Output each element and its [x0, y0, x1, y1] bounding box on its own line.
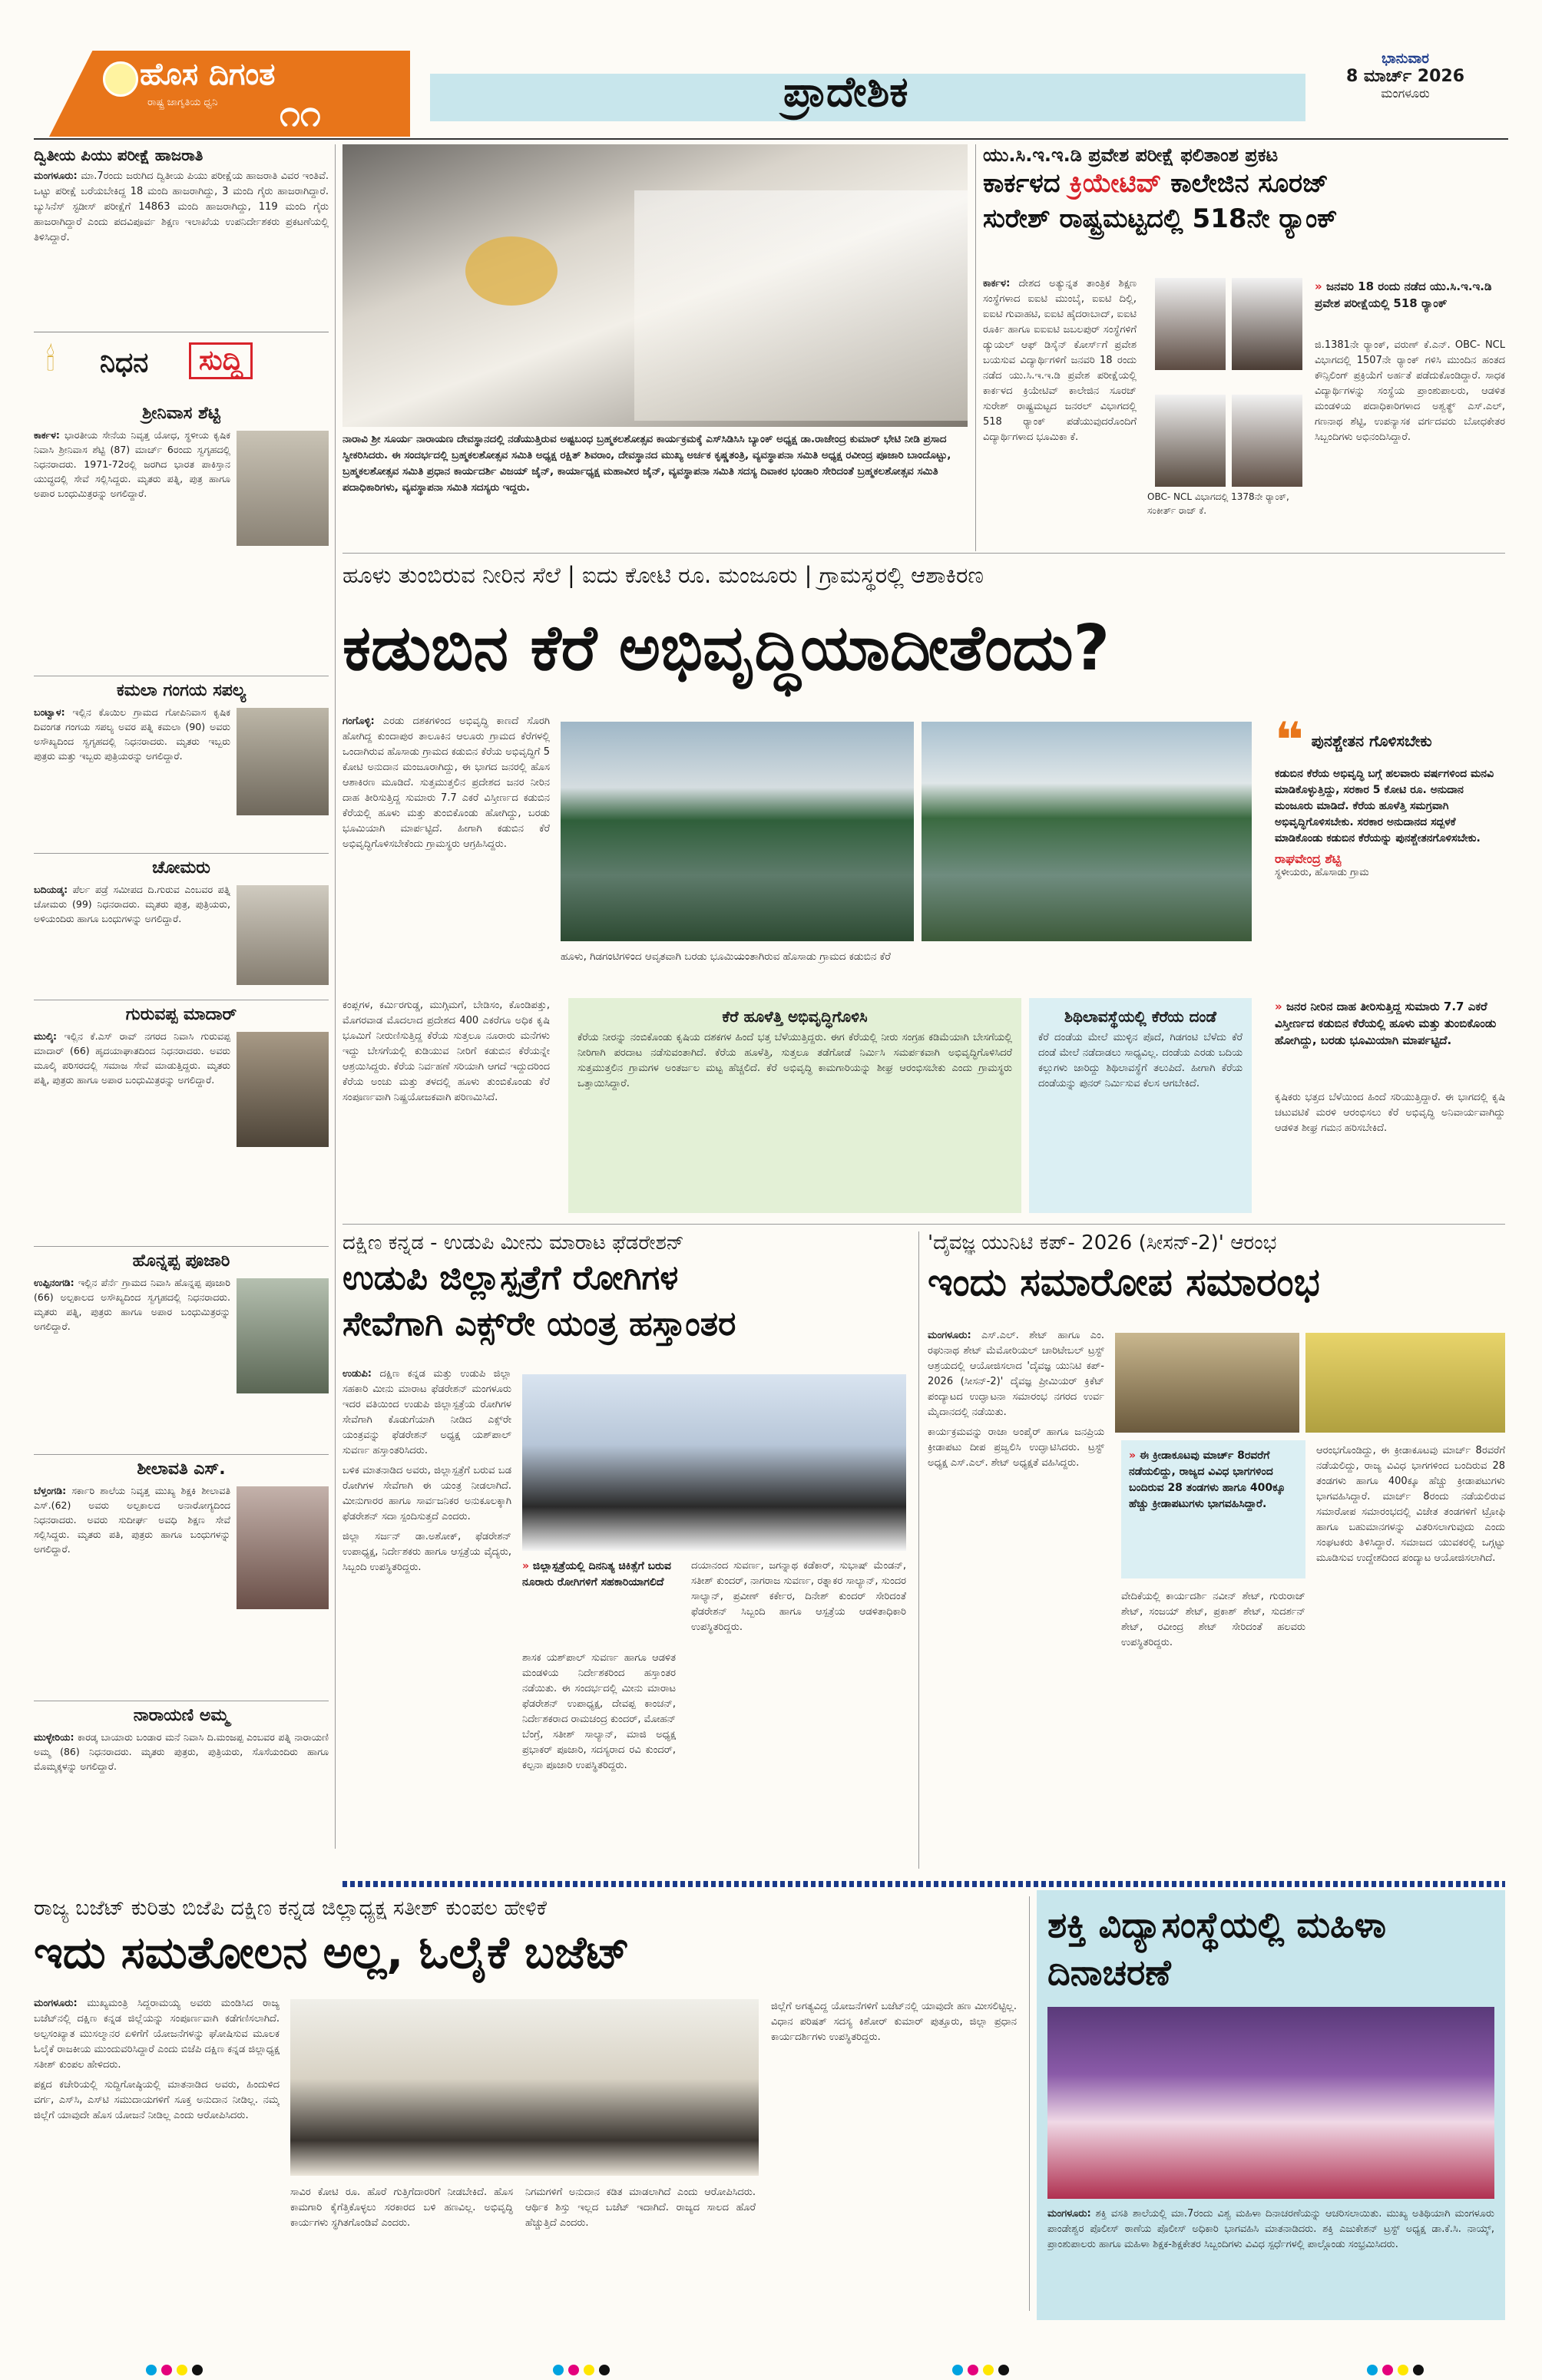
section-title: ಪ್ರಾದೇಶಿಕ [783, 68, 908, 116]
xray-story [342, 1231, 911, 1347]
womens-day-headline: ಶಕ್ತಿ ವಿದ್ಯಾಸಂಸ್ಥೆಯಲ್ಲಿ ಮಹಿಳಾ ದಿನಾಚರಣೆ [1047, 1904, 1386, 1993]
obituary-header-b: ಸುದ್ದಿ [189, 342, 253, 379]
puc-dateline: ಮಂಗಳೂರು: [34, 170, 78, 182]
obituary-photo [237, 1032, 329, 1147]
lake-photo-right [922, 722, 1252, 941]
uci-headline: ಕಾರ್ಕಳದ ಕ್ರಿಯೇಟಿವ್ ಕಾಲೇಜಿನ ಸೂರಜ್ [983, 168, 1329, 199]
xray-photo [522, 1374, 906, 1551]
temple-caption: ನಾರಾವಿ ಶ್ರೀ ಸೂರ್ಯ ನಾರಾಯಣ ದೇವಸ್ಥಾನದಲ್ಲಿ ನಡೆಯುತ್ತಿರುವ ಅಷ್ಟಬಂಧ ಬ್ರಹ್ಮಕಲಶೋತ್ಸವ ಕಾರ್ಯಕ್ರಮಕ್ಕೆ ಎಸ್‌ಸಿಡಿಸಿಸಿ ಬ್ಯಾಂಕ್ ಅಧ್ಯಕ್ಷ ಡಾ.ರಾಜೇಂದ್ರ ಕುಮಾರ್ ಭೇಟಿ ನೀಡಿ ಪ್ರಸಾದ ಸ್ವೀಕರಿಸಿದರು. ಈ ಸಂದರ್ಭದಲ್ಲಿ ಬ್ರಹ್ಮಕಲಶೋತ್ಸವ ಸಮಿತಿ ಅಧ್ಯಕ್ಷ ರಕ್ಷಿತ್ ಶಿವರಾಂ, ದೇವಸ್ಥಾನದ ಮುಖ್ಯ ಅರ್ಚಕ ಕೃಷ್ಣತಂತ್ರಿ, ವ್ಯವಸ್ಥಾಪನಾ ಸಮಿತಿ ಅಧ್ಯಕ್ಷ ರವೀಂದ್ರ ಪೂಜಾರಿ ಬಾಂದೊಟ್ಟು, ಬ್ರಹ್ಮಕಲಶೋತ್ಸವ ಸಮಿತಿ ಪ್ರಧಾನ ಕಾರ್ಯದರ್ಶಿ ವಿಜಯ್ ಜೈನ್, ಕಾರ್ಯಾಧ್ಯಕ್ಷ ಮಹಾವೀರ ಜೈನ್, ವ್ಯವಸ್ಥಾಪನಾ ಸಮಿತಿ ಸದಸ್ಯ ದಿವಾಕರ ಭಂಡಾರಿ ಸೇರಿದಂತೆ ಬ್ರಹ್ಮಕಲಶೋತ್ಸವ ಸಮಿತಿ ಪದಾಧಿಕಾರಿಗಳು, ವ್ಯವಸ್ಥಾಪನಾ ಸಮಿತಿ ಸದಸ್ಯರು ಇದ್ದರು. [342, 433, 951, 494]
cup-story [928, 1231, 1505, 1309]
xray-body-1: ಉಡುಪಿ: ದಕ್ಷಿಣ ಕನ್ನಡ ಮತ್ತು ಉಡುಪಿ ಜಿಲ್ಲಾ ಸಹಕಾರಿ ಮೀನು ಮಾರಾಟ ಫೆಡರೇಶನ್ ಮಂಗಳೂರು ಇದರ ವತಿಯಿಂದ ಉಡುಪಿ ಜಿಲ್ಲಾಸ್ಪತ್ರೆಯ ರೋಗಿಗಳ ಸೇವೆಗಾಗಿ ಕೊಡುಗೆಯಾಗಿ ನೀಡಿದ ಎಕ್ಸ್‌ರೇ ಯಂತ್ರವನ್ನು ಫೆಡರೇಶನ್ ಅಧ್ಯಕ್ಷ ಯಶ್‌ಪಾಲ್ ಸುವರ್ಣ ಹಸ್ತಾಂತರಿಸಿದರು. ಬಳಿಕ ಮಾತನಾಡಿದ ಅವರು, ಜಿಲ್ಲಾಸ್ಪತ್ರೆಗೆ ಬರುವ ಬಡ ರೋಗಿಗಳ ಸೇವೆಗಾಗಿ ಈ ಯಂತ್ರ ನೀಡಲಾಗಿದೆ. ಮೀನುಗಾರರ ಹಾಗೂ ಸಾರ್ವಜನಿಕರ ಅನುಕೂಲಕ್ಕಾಗಿ ಫೆಡರೇಶನ್ ಸದಾ ಸ್ಪಂದಿಸುತ್ತದೆ ಎಂದರು. ಜಿಲ್ಲಾ ಸರ್ಜನ್ ಡಾ.ಅಶೋಕ್, ಫೆಡರೇಶನ್ ಉಪಾಧ್ಯಕ್ಷ, ನಿರ್ದೇಶಕರು ಹಾಗೂ ಆಸ್ಪತ್ರೆಯ ವೈದ್ಯರು, ಸಿಬ್ಬಂದಿ ಉಪಸ್ಥಿತರಿದ್ದರು. [342, 1368, 511, 1573]
registration-marks-left [146, 2365, 203, 2375]
temple-photo [342, 144, 968, 427]
page-number: ೧೧ [280, 92, 321, 135]
cup-kicker: 'ದೈವಜ್ಞ ಯುನಿಟಿ ಕಪ್- 2026 (ಸೀಸನ್-2)' ಆರಂಭ [928, 1231, 1277, 1254]
obituary-entry: ನಾರಾಯಣಿ ಅಮ್ಮ ಮುಳ್ಳೇರಿಯ: ಕಾರಡ್ಕ ಬಾಯಾರು ಬಂಡಾರ ಮನೆ ನಿವಾಸಿ ದಿ.ಮಂಜಪ್ಪ ಎಂಬವರ ಪತ್ನಿ ನಾರಾಯಣಿ ಅಮ್ಮ (86) ನಿಧನರಾದರು. ಮೃತರು ಪುತ್ರರು, ಪುತ್ರಿಯರು, ಸೊಸೆಯಂದಿರು ಹಾಗೂ ಮೊಮ್ಮಕ್ಕಳನ್ನು ಅಗಲಿದ್ದಾರೆ. [34, 1701, 329, 1870]
lake-box-2: ಶಿಥಿಲಾವಸ್ಥೆಯಲ್ಲಿ ಕೆರೆಯ ದಂಡೆ ಕೆರೆ ದಂಡೆಯ ಮೇಲೆ ಮುಳ್ಳಿನ ಪೊದೆ, ಗಿಡಗಂಟಿ ಬೆಳೆದು ಕೆರೆ ದಂಡೆ ಮೇಲೆ ನಡೆದಾಡಲು ಸಾಧ್ಯವಿಲ್ಲ. ದಂಡೆಯ ಎರಡು ಬದಿಯ ಕಲ್ಲುಗಳು ಜಾರಿದ್ದು ಶಿಥಿಲಾವಸ್ಥೆಗೆ ತಲುಪಿದೆ. ಹೀಗಾಗಿ ಕೆರೆಯ ದಂಡೆಯನ್ನು ಪುನರ್ ನಿರ್ಮಿಸುವ ಕೆಲಸ ಆಗಬೇಕಿದೆ. [1029, 998, 1252, 1213]
budget-story [34, 1896, 1024, 1984]
lake-photo-left [561, 722, 914, 941]
cup-headline: ಇಂದು ಸಮಾರೋಪ ಸಮಾರಂಭ [928, 1260, 1320, 1304]
obituary-entry: ಕಮಲಾ ಗಂಗಯ ಸಪಲ್ಯ ಬಂಟ್ವಾಳ: ಇಲ್ಲಿನ ಕೊಯಿಲ ಗ್ರಾಮದ ಗೋಪಿನಿವಾಸ ಕೃಷಿಕ ದಿವಂಗತ ಗಂಗಯ ಸಪಲ್ಯ ಅವರ ಪತ್ನಿ ಕಮಲಾ (90) ಅವರು ಅಸೌಖ್ಯದಿಂದ ಸ್ವಗೃಹದಲ್ಲಿ ನಿಧನರಾದರು. ಮೃತರು ಇಬ್ಬರು ಪುತ್ರರು ಮತ್ತು ಇಬ್ಬರು ಪುತ್ರಿಯರನ್ನು ಅಗಲಿದ್ದಾರೆ. [34, 676, 329, 853]
budget-body-1: ಮಂಗಳೂರು: ಮುಖ್ಯಮಂತ್ರಿ ಸಿದ್ದರಾಮಯ್ಯ ಅವರು ಮಂಡಿಸಿದ ರಾಜ್ಯ ಬಜೆಟ್‌ನಲ್ಲಿ ದಕ್ಷಿಣ ಕನ್ನಡ ಜಿಲ್ಲೆಯನ್ನು ಸಂಪೂರ್ಣವಾಗಿ ಕಡೆಗಣಿಸಲಾಗಿದೆ. ಅಲ್ಪಸಂಖ್ಯಾತ ಮುಸಲ್ಮಾನರ ಏಳಿಗೆಗೆ ಯೋಜನೆಗಳನ್ನು ಘೋಷಿಸುವ ಮೂಲಕ ಓಲೈಕೆ ರಾಜಕೀಯ ಮುಂದುವರಿಸಿದ್ದಾರೆ ಎಂದು ಬಿಜೆಪಿ ದಕ್ಷಿಣ ಕನ್ನಡ ಜಿಲ್ಲಾಧ್ಯಕ್ಷ ಸತೀಶ್ ಕುಂಪಲ ಹೇಳಿದರು. ಪಕ್ಷದ ಕಚೇರಿಯಲ್ಲಿ ಸುದ್ದಿಗೋಷ್ಠಿಯಲ್ಲಿ ಮಾತನಾಡಿದ ಅವರು, ಹಿಂದುಳಿದ ವರ್ಗ, ಎಸ್‌ಸಿ, ಎಸ್‌ಟಿ ಸಮುದಾಯಗಳಿಗೆ ಸೂಕ್ತ ಅನುದಾನ ನೀಡಿಲ್ಲ. ನಮ್ಮ ಜಿಲ್ಲೆಗೆ ಯಾವುದೇ ಹೊಸ ಯೋಜನೆ ನೀಡಿಲ್ಲ ಎಂದು ಆರೋಪಿಸಿದರು. [34, 1998, 280, 2121]
budget-body-3: ಸಾವಿರ ಕೋಟಿ ರೂ. ಹೊರೆ ಗುತ್ತಿಗೆದಾರರಿಗೆ ನೀಡಬೇಕಿದೆ. ಹೊಸ ಕಾಮಗಾರಿ ಕೈಗೆತ್ತಿಕೊಳ್ಳಲು ಸರಕಾರದ ಬಳಿ ಹಣವಿಲ್ಲ. ಅಭಿವೃದ್ಧಿ ಕಾರ್ಯಗಳು ಸ್ಥಗಿತಗೊಂಡಿವೆ ಎಂದರು. [290, 2187, 513, 2229]
date-block [1313, 51, 1497, 101]
quote-icon: ❝ [1275, 712, 1304, 769]
xray-kicker: ದಕ್ಷಿಣ ಕನ್ನಡ - ಉಡುಪಿ ಮೀನು ಮಾರಾಟ ಫೆಡರೇಶನ್ [342, 1231, 684, 1254]
day: ಭಾನುವಾರ [1382, 51, 1429, 67]
budget-kicker: ರಾಜ್ಯ ಬಜೆಟ್ ಕುರಿತು ಬಿಜೆಪಿ ದಕ್ಷಿಣ ಕನ್ನಡ ಜಿಲ್ಲಾಧ್ಯಕ್ಷ ಸತೀಶ್ ಕುಂಪಲ ಹೇಳಿಕೆ [34, 1896, 548, 1920]
obituary-photo [237, 1278, 329, 1393]
lake-quote-text: ಕಡುಬಿನ ಕೆರೆಯ ಅಭಿವೃದ್ಧಿ ಬಗ್ಗೆ ಹಲವಾರು ವರ್ಷಗಳಿಂದ ಮನವಿ ಮಾಡಿಕೊಳ್ಳುತ್ತಿದ್ದು, ಸರಕಾರ 5 ಕೋಟಿ ರೂ. ಅನುದಾನ ಮಂಜೂರು ಮಾಡಿದೆ. ಕೆರೆಯ ಹೂಳೆತ್ತಿ ಸಮಗ್ರವಾಗಿ ಅಭಿವೃದ್ಧಿಗೊಳಿಸಬೇಕು. ಸರಕಾರ ಅನುದಾನದ ಸದ್ಬಳಕೆ ಮಾಡಿಕೊಂಡು ಕಡುಬಿನ ಕೆರೆಯನ್ನು ಪುನಶ್ಚೇತನಗೊಳಿಸಬೇಕು. [1275, 768, 1494, 845]
lake-body-2: ಕಂಪ್ಲಗಳ, ಕರ್ಮಿರಗುಡ್ಡ, ಮುಗ್ಗಿಮಗೆ, ಬೇಡಿಸಂ, ಕೊಂಡಿಪತ್ತು, ಮೊಗರವಾಡ ಮೊದಲಾದ ಪ್ರದೇಶದ 400 ಎಕರೆಗೂ ಅಧಿಕ ಕೃಷಿ ಭೂಮಿಗೆ ನೀರುಣಿಸುತ್ತಿದ್ದ ಕೆರೆಯ ಸುತ್ತಲೂ ನೂರಾರು ಮನೆಗಳು ಇದ್ದು ಬೇಸಗೆಯಲ್ಲಿ ಕುಡಿಯುವ ನೀರಿಗೆ ಕಡುಬಿನ ಕೆರೆಯನ್ನೇ ಆಶ್ರಯಿಸಿದ್ದರು. ಕೆರೆಯ ನಿರ್ವಹಣೆ ಸರಿಯಾಗಿ ಆಗದೆ ಇದ್ದುದರಿಂದ ಕೆರೆಯ ಅಂಚು ಮತ್ತು ತಳದಲ್ಲಿ ಹೂಳು ತುಂಬಿಕೊಂಡು ಕೆರೆ ಸಂಪೂರ್ಣವಾಗಿ ನಿಷ್ಪ್ರಯೋಜಕವಾಗಿ ಪರಿಣಮಿಸಿದೆ. [342, 1000, 550, 1103]
registration-marks-center [553, 2365, 610, 2375]
uci-highlight-box: » ಜನವರಿ 18 ರಂದು ನಡೆದ ಯು.ಸಿ.ಇ.ಇ.ಡಿ ಪ್ರವೇಶ ಪರೀಕ್ಷೆಯಲ್ಲಿ 518 ರ‍್ಯಾಂಕ್ [1315, 279, 1492, 310]
budget-headline: ಇದು ಸಮತೋಲನ ಅಲ್ಲ, ಓಲೈಕೆ ಬಜೆಟ್ [34, 1926, 630, 1978]
uci-side-text: ಜಿ.1381ನೇ ರ‍್ಯಾಂಕ್, ವರುಣ್ ಕೆ.ಎನ್. OBC- NCL ವಿಭಾಗದಲ್ಲಿ 1507ನೇ ರ‍್ಯಾಂಕ್ ಗಳಿಸಿ ಮುಂದಿನ ಹಂತದ ಕೌನ್ಸಿಲಿಂಗ್ ಪ್ರಕ್ರಿಯೆಗೆ ಅರ್ಹತೆ ಪಡೆದುಕೊಂಡಿದ್ದಾರೆ. ಸಾಧಕ ವಿದ್ಯಾರ್ಥಿಗಳನ್ನು ಸಂಸ್ಥೆಯ ಪ್ರಾಂಶುಪಾಲರು, ಆಡಳಿತ ಮಂಡಳಿಯ ಪದಾಧಿಕಾರಿಗಳಾದ ಅಶ್ವತ್ಥ್ ಎಸ್.ಎಲ್, ಗಣನಾಥ ಶೆಟ್ಟಿ, ಉಪನ್ಯಾಸಕ ವರ್ಗದವರು ಬೋಧಕೇತರ ಸಿಬ್ಬಂದಿಗಳು ಅಭಿನಂದಿಸಿದ್ದಾರೆ. [1315, 339, 1505, 443]
lake-box-1: ಕೆರೆ ಹೂಳೆತ್ತಿ ಅಭಿವೃದ್ಧಿಗೊಳಿಸಿ ಕೆರೆಯ ನೀರನ್ನು ನಂಬಿಕೊಂಡು ಕೃಷಿಯ ದಶಕಗಳ ಹಿಂದೆ ಭತ್ತ ಬೆಳೆಯುತ್ತಿದ್ದರು. ಈಗ ಕೆರೆಯಲ್ಲಿ ನೀರು ಸಂಗ್ರಹ ಕಡಿಮೆಯಾಗಿ ಬೇಸಗೆಯಲ್ಲಿ ನೀರಿಗಾಗಿ ಪರದಾಟ ನಡೆಸುವಂತಾಗಿದೆ. ಕೆರೆಯ ಹೂಳೆತ್ತಿ, ಸುತ್ತಲೂ ತಡೆಗೋಡೆ ನಿರ್ಮಿಸಿ ಸಮರ್ಪಕವಾಗಿ ಅಭಿವೃದ್ಧಿಗೊಳಿಸಿದರೆ ಸುತ್ತಮುತ್ತಲಿನ ಗ್ರಾಮಗಳ ಅಂತರ್ಜಲ ಮಟ್ಟ ಹೆಚ್ಚಲಿದೆ. ಕೆರೆ ಅಭಿವೃದ್ಧಿ ಕಾಮಗಾರಿಯನ್ನು ಶೀಘ್ರ ಆರಂಭಿಸಬೇಕು ಎಂದು ಗ್ರಾಮಸ್ಥರು ಒತ್ತಾಯಿಸಿದ್ದಾರೆ. [568, 998, 1021, 1213]
uci-photo-caption: OBC- NCL ವಿಭಾಗದಲ್ಲಿ 1378ನೇ ರ‍್ಯಾಂಕ್, ಸಂಕೀರ್ತ್ ರಾಜ್ ಕೆ. [1147, 491, 1289, 516]
lake-right-text: ಕೃಷಿಕರು ಭತ್ತದ ಬೆಳೆಯಿಂದ ಹಿಂದೆ ಸರಿಯುತ್ತಿದ್ದಾರೆ. ಈ ಭಾಗದಲ್ಲಿ ಕೃಷಿ ಚಟುವಟಿಕೆ ಮರಳಿ ಆರಂಭಿಸಲು ಕೆರೆ ಅಭಿವೃದ್ಧಿ ಅನಿವಾರ್ಯವಾಗಿದ್ದು ಆಡಳಿತ ಶೀಘ್ರ ಗಮನ ಹರಿಸಬೇಕಿದೆ. [1275, 1092, 1505, 1134]
section-divider [342, 1881, 1505, 1887]
lake-photo-caption: ಹೂಳು, ಗಿಡಗಂಟಿಗಳಿಂದ ಆವೃತವಾಗಿ ಬರಡು ಭೂಮಿಯಂತಾಗಿರುವ ಹೊಸಾಡು ಗ್ರಾಮದ ಕಡುಬಿನ ಕೆರೆ [561, 950, 891, 963]
womens-day-text: ಮಂಗಳೂರು: ಶಕ್ತಿ ವಸತಿ ಶಾಲೆಯಲ್ಲಿ ಮಾ.7ರಂದು ವಿಶ್ವ ಮಹಿಳಾ ದಿನಾಚರಣೆಯನ್ನು ಆಚರಿಸಲಾಯಿತು. ಮುಖ್ಯ ಅತಿಥಿಯಾಗಿ ಮಂಗಳೂರು ಪಾಂಡೇಶ್ವರ ಪೊಲೀಸ್ ಠಾಣೆಯ ಪೊಲೀಸ್ ಅಧಿಕಾರಿ ಭಾಗವಹಿಸಿ ಮಾತನಾಡಿದರು. ಶಕ್ತಿ ಎಜುಕೇಶನ್ ಟ್ರಸ್ಟ್ ಅಧ್ಯಕ್ಷ ಡಾ.ಕೆ.ಸಿ. ನಾಯ್ಕ್, ಪ್ರಾಂಶುಪಾಲರು ಹಾಗೂ ಮಹಿಳಾ ಶಿಕ್ಷಕ-ಶಿಕ್ಷಕೇತರ ಸಿಬ್ಬಂದಿಗಳು ವಿವಿಧ ಸ್ಪರ್ಧೆಗಳಲ್ಲಿ ಪಾಲ್ಗೊಂಡು ಸಂಭ್ರಮಿಸಿದರು. [1047, 2208, 1494, 2250]
obituary-entry: ಶೀಲಾವತಿ ಎಸ್. ಬೆಳ್ತಂಗಡಿ: ಸರ್ಕಾರಿ ಶಾಲೆಯ ನಿವೃತ್ತ ಮುಖ್ಯ ಶಿಕ್ಷಕಿ ಶೀಲಾವತಿ ಎಸ್.(62) ಅವರು ಅಲ್ಪಕಾಲದ ಅನಾರೋಗ್ಯದಿಂದ ನಿಧನರಾದರು. ಅವರು ಸುದೀರ್ಘ ಅವಧಿ ಶಿಕ್ಷಣ ಸೇವೆ ಸಲ್ಲಿಸಿದ್ದರು. ಮೃತರು ಪತಿ, ಪುತ್ರರು ಹಾಗೂ ಬಂಧುಗಳನ್ನು ಅಗಲಿದ್ದಾರೆ. [34, 1454, 329, 1701]
student-photo [1155, 278, 1226, 370]
student-photo [1232, 278, 1302, 370]
registration-marks-right [952, 2365, 1009, 2375]
obituary-photo [237, 885, 329, 985]
masthead-rule [34, 138, 1508, 140]
cup-body-4: ಆರಂಭಗೊಂಡಿದ್ದು, ಈ ಕ್ರೀಡಾಕೂಟವು ಮಾರ್ಚ್ 8ರವರೆಗೆ ನಡೆಯಲಿದ್ದು, ರಾಜ್ಯ ವಿವಿಧ ಭಾಗಗಳಿಂದ ಬಂದಿರುವ 28 ತಂಡಗಳು ಹಾಗೂ 400ಕ್ಕೂ ಹೆಚ್ಚು ಕ್ರೀಡಾಪಟುಗಳು ಭಾಗವಹಿಸಿದ್ದಾರೆ. ಮಾರ್ಚ್ 8ರಂದು ನಡೆಯಲಿರುವ ಸಮಾರೋಪ ಸಮಾರಂಭದಲ್ಲಿ ವಿಜೇತ ತಂಡಗಳಿಗೆ ಟ್ರೋಫಿ ಹಾಗೂ ಬಹುಮಾನಗಳನ್ನು ವಿತರಿಸಲಾಗುವುದು ಎಂದು ಸಂಘಟಕರು ತಿಳಿಸಿದ್ದಾರೆ. ಸಮಾಜದ ಯುವಕರಲ್ಲಿ ಒಗ್ಗಟ್ಟು ಮೂಡಿಸುವ ಉದ್ದೇಶದಿಂದ ಪಂದ್ಯಾಟ ಆಯೋಜಿಸಲಾಗಿದೆ. [1316, 1445, 1505, 1564]
lake-quote-role: ಸ್ಥಳೀಯರು, ಹೊಸಾಡು ಗ್ರಾಮ [1275, 867, 1369, 878]
paper-tagline: ರಾಷ್ಟ್ರ ಜಾಗೃತಿಯ ಧ್ವನಿ [147, 97, 218, 108]
uci-kicker: ಯು.ಸಿ.ಇ.ಇ.ಡಿ ಪ್ರವೇಶ ಪರೀಕ್ಷೆ ಫಲಿತಾಂಶ ಪ್ರಕಟ [983, 144, 1279, 166]
obituary-photo [237, 431, 329, 546]
arrow-icon: » [1275, 1000, 1282, 1013]
date: 8 ಮಾರ್ಚ್ 2026 [1345, 67, 1465, 86]
budget-photo [290, 1999, 759, 2176]
student-photo [1232, 395, 1302, 487]
uci-body: ಕಾರ್ಕಳ: ದೇಶದ ಅತ್ಯುನ್ನತ ತಾಂತ್ರಿಕ ಶಿಕ್ಷಣ ಸಂಸ್ಥೆಗಳಾದ ಐಐಟಿ ಮುಂಬೈ, ಐಐಟಿ ದಿಲ್ಲಿ, ಐಐಟಿ ಗುವಾಹಟಿ, ಐಐಟಿ ಹೈದರಾಬಾದ್, ಐಐಟಿ ರೂರ್ಕಿ ಹಾಗೂ ಐಐಐಟಿ ಜಬಲಪುರ್ ಸಂಸ್ಥೆಗಳಿಗೆ ಡ್ಯುಯಲ್ ಆಫ್ ಡಿಸೈನ್ ಕೋರ್ಸ್‌ಗೆ ಪ್ರವೇಶ ಬಯಸುವ ವಿದ್ಯಾರ್ಥಿಗಳಿಗೆ ಜನವರಿ 18 ರಂದು ನಡೆದ ಯು.ಸಿ.ಇ.ಇ.ಡಿ ಪ್ರವೇಶ ಪರೀಕ್ಷೆಯಲ್ಲಿ ಕಾರ್ಕಳದ ಕ್ರಿಯೇಟಿವ್ ಕಾಲೇಜಿನ ಸೂರಜ್ ಸುರೇಶ್ ರಾಷ್ಟ್ರಮಟ್ಟದ ಜನರಲ್ ವಿಭಾಗದಲ್ಲಿ 518 ರ‍್ಯಾಂಕ್ ಪಡೆಯುವುದರೊಂದಿಗೆ ವಿದ್ಯಾರ್ಥಿಗಳಾದ ಭೂಮಿಕಾ ಕೆ. [983, 278, 1137, 443]
cup-highlight: » ಈ ಕ್ರೀಡಾಕೂಟವು ಮಾರ್ಚ್ 8ರವರೆಗೆ ನಡೆಯಲಿದ್ದು, ರಾಜ್ಯದ ವಿವಿಧ ಭಾಗಗಳಿಂದ ಬಂದಿರುವ 28 ತಂಡಗಳು ಹಾಗೂ 400ಕ್ಕೂ ಹೆಚ್ಚು ಕ್ರೀಡಾಪಟುಗಳು ಭಾಗವಹಿಸಿದ್ದಾರೆ. [1121, 1440, 1305, 1578]
obituary-photo [237, 1486, 329, 1609]
obituary-entry: ಶ್ರೀನಿವಾಸ ಶೆಟ್ಟಿ ಕಾರ್ಕಳ: ಭಾರತೀಯ ಸೇನೆಯ ನಿವೃತ್ತ ಯೋಧ, ಸ್ಥಳೀಯ ಕೃಷಿಕ ನಿವಾಸಿ ಶ್ರೀನಿವಾಸ ಶೆಟ್ಟಿ (87) ಮಾರ್ಚ್ 6ರಂದು ಸ್ವಗೃಹದಲ್ಲಿ ನಿಧನರಾದರು. 1971-72ರಲ್ಲಿ ಜರಗಿದ ಭಾರತ ಪಾಕಿಸ್ತಾನ ಯುದ್ಧದಲ್ಲಿ ಸೇವೆ ಸಲ್ಲಿಸಿದ್ದರು. ಮೃತರು ಪತ್ನಿ, ಪುತ್ರ ಹಾಗೂ ಅಪಾರ ಬಂಧುಮಿತ್ರರನ್ನು ಅಗಲಿದ್ದಾರೆ. [34, 399, 329, 676]
arrow-icon: » [1315, 279, 1322, 293]
xray-body-4: ಶಾಸಕ ಯಶ್‌ಪಾಲ್ ಸುವರ್ಣ ಹಾಗೂ ಆಡಳಿತ ಮಂಡಳಿಯ ನಿರ್ದೇಶಕರಿಂದ ಹಸ್ತಾಂತರ ನಡೆಯಿತು. ಈ ಸಂದರ್ಭದಲ್ಲಿ ಮೀನು ಮಾರಾಟ ಫೆಡರೇಶನ್ ಉಪಾಧ್ಯಕ್ಷ, ದೇವಪ್ಪ ಕಾಂಚನ್, ನಿರ್ದೇಶಕರಾದ ರಾಮಚಂದ್ರ ಕುಂದರ್, ಮೋಹನ್ ಬೆಂಗ್ರೆ, ಸತೀಶ್ ಸಾಲ್ಯಾನ್, ಮಾಜಿ ಅಧ್ಯಕ್ಷ ಪ್ರಭಾಕರ್ ಪೂಜಾರಿ, ಸದಸ್ಯರಾದ ರವಿ ಕುಂದರ್, ಕಲ್ಪನಾ ಪೂಜಾರಿ ಉಪಸ್ಥಿತರಿದ್ದರು. [522, 1652, 676, 1771]
lake-body-1: ಗಂಗೊಳ್ಳಿ: ಎರಡು ದಶಕಗಳಿಂದ ಅಭಿವೃದ್ಧಿ ಕಾಣದೆ ಸೊರಗಿ ಹೋಗಿದ್ದ ಕುಂದಾಪುರ ತಾಲೂಕಿನ ಆಲೂರು ಗ್ರಾಮದ ಕೆರೆಗಳಲ್ಲಿ ಒಂದಾಗಿರುವ ಹೊಸಾಡು ಗ್ರಾಮದ ಕಡುಬಿನ ಕೆರೆಯ ಅಭಿವೃದ್ಧಿಗೆ 5 ಕೋಟಿ ಅನುದಾನ ಮಂಜೂರಾಗಿದ್ದು, ಈ ಭಾಗದ ಜನರಲ್ಲಿ ಹೊಸ ಆಶಾಕಿರಣ ಮೂಡಿದೆ. ಸುತ್ತಮುತ್ತಲಿನ ಪ್ರದೇಶದ ಜನರ ನೀರಿನ ದಾಹ ತೀರಿಸುತ್ತಿದ್ದ ಸುಮಾರು 7.7 ಎಕರೆ ವಿಸ್ತೀರ್ಣದ ಕಡುಬಿನ ಕೆರೆಯಲ್ಲಿ ಹೂಳು ಮತ್ತು ತುಂಬಿಕೊಂಡು ಹೋಗಿದ್ದು, ಬರಡು ಭೂಮಿಯಾಗಿ ಮಾರ್ಪಟ್ಟಿದೆ. ಹೀಗಾಗಿ ಕಡುಬಿನ ಕೆರೆ ಅಭಿವೃದ್ಧಿಗೊಳಿಸಬೇಕೆಂದು ಗ್ರಾಮಸ್ಥರು ಆಗ್ರಹಿಸಿದ್ದರು. [342, 716, 550, 850]
lake-quote-title: ಪುನಶ್ಚೇತನ ಗೊಳಿಸಬೇಕು [1311, 732, 1432, 750]
obituary-photo [237, 708, 329, 815]
lake-quote-author: ರಾಘವೇಂದ್ರ ಶೆಟ್ಟಿ [1275, 851, 1342, 866]
lake-right-highlight: » ಜನರ ನೀರಿನ ದಾಹ ತೀರಿಸುತ್ತಿದ್ದ ಸುಮಾರು 7.7 ಎಕರೆ ವಿಸ್ತೀರ್ಣದ ಕಡುಬಿನ ಕೆರೆಯಲ್ಲಿ ಹೂಳು ಮತ್ತು ತುಂಬಿಕೊಂಡು ಹೋಗಿದ್ದು, ಬರಡು ಭೂಮಿಯಾಗಿ ಮಾರ್ಪಟ್ಟಿದೆ. [1275, 1000, 1497, 1047]
xray-body-5: ದಯಾನಂದ ಸುವರ್ಣ, ಜಗನ್ನಾಥ ಕಡೆಕಾರ್, ಸುಭಾಷ್ ಮೆಂಡನ್, ಸತೀಶ್ ಕುಂದರ್, ನಾಗರಾಜ ಸುವರ್ಣ, ರತ್ನಾಕರ ಸಾಲ್ಯಾನ್, ಸುಂದರ ಸಾಲ್ಯಾನ್, ಪ್ರವೀಣ್ ಕರ್ಕೇರ, ದಿನೇಶ್ ಕುಂದರ್ ಸೇರಿದಂತೆ ಫೆಡರೇಶನ್ ಸಿಬ್ಬಂದಿ ಹಾಗೂ ಆಸ್ಪತ್ರೆಯ ಆಡಳಿತಾಧಿಕಾರಿ ಉಪಸ್ಥಿತರಿದ್ದರು. [691, 1560, 906, 1633]
uci-headline-line3: ಸುರೇಶ್ ರಾಷ್ಟ್ರಮಟ್ಟದಲ್ಲಿ 518ನೇ ರ‍್ಯಾಂಕ್ [983, 203, 1338, 234]
puc-text: ಮಾ.7ರಂದು ಜರುಗಿದ ದ್ವಿತೀಯ ಪಿಯು ಪರೀಕ್ಷೆಯ ಹಾಜರಾತಿ ವಿವರ ಇಂತಿವೆ. ಒಟ್ಟು ಪರೀಕ್ಷೆ ಬರೆಯಬೇಕಿದ್ದ 18 ಮಂದಿ ಹಾಜರಾಗಿದ್ದು, 3 ಮಂದಿ ಗೈರು ಹಾಜರಾಗಿದ್ದಾರೆ. ಬ್ಯುಸಿನೆಸ್ ಸ್ಟಡೀಸ್ ಪರೀಕ್ಷೆಗೆ 14863 ಮಂದಿ ಹಾಜರಾಗಿದ್ದು, 119 ಮಂದಿ ಗೈರು ಹಾಜರಾಗಿದ್ದಾರೆ ಎಂದು ಪದವಿಪೂರ್ವ ಶಿಕ್ಷಣ ಇಲಾಖೆಯ ಉಪನಿರ್ದೇಶಕರು ಪ್ರಕಟಣೆಯಲ್ಲಿ ತಿಳಿಸಿದ್ದಾರೆ. [34, 170, 329, 243]
logo-emblem-icon [103, 61, 138, 97]
student-photo [1155, 395, 1226, 487]
cup-photo-2 [1305, 1333, 1505, 1433]
obituary-header [46, 338, 323, 392]
uci-story [983, 144, 1505, 236]
xray-highlight: » ಜಿಲ್ಲಾಸ್ಪತ್ರೆಯಲ್ಲಿ ದಿನನಿತ್ಯ ಚಿಕಿತ್ಸೆಗೆ ಬರುವ ನೂರಾರು ರೋಗಿಗಳಿಗೆ ಸಹಕಾರಿಯಾಗಲಿದೆ [522, 1560, 671, 1588]
lake-kicker: ಹೂಳು ತುಂಬಿರುವ ನೀರಿನ ಸೆಲೆ | ಐದು ಕೋಟಿ ರೂ. ಮಂಜೂರು | ಗ್ರಾಮಸ್ಥರಲ್ಲಿ ಆಶಾಕಿರಣ [342, 562, 984, 588]
womens-day-photo [1047, 2007, 1494, 2199]
budget-body-4: ನಿಗಮಗಳಿಗೆ ಅನುದಾನ ಕಡಿತ ಮಾಡಲಾಗಿದೆ ಎಂದು ಆರೋಪಿಸಿದರು. ಆರ್ಥಿಕ ಶಿಸ್ತು ಇಲ್ಲದ ಬಜೆಟ್ ಇದಾಗಿದೆ. ರಾಜ್ಯದ ಸಾಲದ ಹೊರೆ ಹೆಚ್ಚುತ್ತಿದೆ ಎಂದರು. [525, 2187, 756, 2229]
puc-brief [34, 146, 329, 246]
edition: ಮಂಗಳೂರು [1381, 86, 1430, 101]
womens-day [1037, 1890, 1505, 2320]
masthead [49, 51, 410, 137]
registration-marks-far [1367, 2365, 1424, 2375]
lake-quote [1275, 712, 1505, 878]
lamp-icon: 🕯 [46, 342, 55, 378]
obituary-entry: ಹೊನ್ನಪ್ಪ ಪೂಜಾರಿ ಉಪ್ಪಿನಂಗಡಿ: ಇಲ್ಲಿನ ಪೆರ್ನೆ ಗ್ರಾಮದ ನಿವಾಸಿ ಹೊನ್ನಪ್ಪ ಪೂಜಾರಿ (66) ಅಲ್ಪಕಾಲದ ಅಸೌಖ್ಯದಿಂದ ಸ್ವಗೃಹದಲ್ಲಿ ನಿಧನರಾದರು. ಮೃತರು ಪತ್ನಿ, ಪುತ್ರರು ಹಾಗೂ ಅಪಾರ ಬಂಧುಮಿತ್ರರನ್ನು ಅಗಲಿದ್ದಾರೆ. [34, 1246, 329, 1454]
xray-headline-2: ಸೇವೆಗಾಗಿ ಎಕ್ಸ್‌ರೇ ಯಂತ್ರ ಹಸ್ತಾಂತರ [342, 1304, 736, 1344]
obituary-header-a: ನಿಧನ [100, 347, 149, 378]
cup-body-3: ವೇದಿಕೆಯಲ್ಲಿ ಕಾರ್ಯದರ್ಶಿ ನವೀನ್ ಶೇಟ್, ಗುರುರಾಜ್ ಶೇಟ್, ಸಂಜಯ್ ಶೇಟ್, ಪ್ರಕಾಶ್ ಶೇಟ್, ಸುದರ್ಶನ್ ಶೇಟ್, ರವೀಂದ್ರ ಶೇಟ್ ಸೇರಿದಂತೆ ಹಲವರು ಉಪಸ್ಥಿತರಿದ್ದರು. [1121, 1591, 1305, 1648]
obituary-entry: ಗುರುವಪ್ಪ ಮಾದಾರ್ ಮುಲ್ಕಿ: ಇಲ್ಲಿನ ಕೆ.ಎಸ್ ರಾವ್ ನಗರದ ನಿವಾಸಿ ಗುರುವಪ್ಪ ಮಾದಾರ್ (66) ಹೃದಯಾಘಾತದಿಂದ ನಿಧನರಾದರು. ಅವರು ಮೂಲ್ಕಿ ಪರಿಸರದಲ್ಲಿ ಸಮಾಜ ಸೇವೆ ಮಾಡುತ್ತಿದ್ದರು. ಮೃತರು ಪತ್ನಿ, ಪುತ್ರರು ಹಾಗೂ ಅಪಾರ ಬಂಧುಮಿತ್ರರನ್ನು ಅಗಲಿದ್ದಾರೆ. [34, 1000, 329, 1246]
budget-body-5: ಜಿಲ್ಲೆಗೆ ಅಗತ್ಯವಿದ್ದ ಯೋಜನೆಗಳಿಗೆ ಬಜೆಟ್‌ನಲ್ಲಿ ಯಾವುದೇ ಹಣ ಮೀಸಲಿಟ್ಟಿಲ್ಲ. ವಿಧಾನ ಪರಿಷತ್ ಸದಸ್ಯ ಕಿಶೋರ್ ಕುಮಾರ್ ಪುತ್ತೂರು, ಜಿಲ್ಲಾ ಪ್ರಧಾನ ಕಾರ್ಯದರ್ಶಿಗಳು ಉಪಸ್ಥಿತರಿದ್ದರು. [771, 2001, 1017, 2043]
paper-name: ಹೊಸ ದಿಗಂತ [140, 57, 276, 92]
puc-title: ದ್ವಿತೀಯ ಪಿಯು ಪರೀಕ್ಷೆ ಹಾಜರಾತಿ [34, 146, 204, 164]
cup-photo-1 [1115, 1333, 1299, 1433]
obituary-entry: ಚೋಮರು ಬದಿಯಡ್ಕ: ಪೆರ್ಲ ಪಡ್ರೆ ಸಮೀಪದ ದಿ.ಗುರುವ ಎಂಬವರ ಪತ್ನಿ ಚೋಮರು (99) ನಿಧನರಾದರು. ಮೃತರು ಪುತ್ರ, ಪುತ್ರಿಯರು, ಅಳಿಯಂದಿರು ಹಾಗೂ ಬಂಧುಗಳನ್ನು ಅಗಲಿದ್ದಾರೆ. [34, 853, 329, 1000]
arrow-icon: » [1129, 1449, 1137, 1462]
xray-headline-1: ಉಡುಪಿ ಜಿಲ್ಲಾಸ್ಪತ್ರೆಗೆ ರೋಗಿಗಳ [342, 1258, 679, 1297]
cup-body-1: ಮಂಗಳೂರು: ಎಸ್.ಎಲ್. ಶೇಟ್ ಹಾಗೂ ಎಂ. ರಘುನಾಥ ಶೇಟ್ ಮೆಮೋರಿಯಲ್ ಚಾರಿಟೇಬಲ್ ಟ್ರಸ್ಟ್ ಆಶ್ರಯದಲ್ಲಿ ಆಯೋಜಿಸಲಾದ 'ದೈವಜ್ಞ ಯುನಿಟಿ ಕಪ್- 2026 (ಸೀಸನ್-2)' ದೈವಜ್ಞ ಪ್ರೀಮಿಯರ್ ಕ್ರಿಕೆಟ್ ಪಂದ್ಯಾಟದ ಉದ್ಘಾಟನಾ ಸಮಾರಂಭ ನಗರದ ಉರ್ವ ಮೈದಾನದಲ್ಲಿ ನಡೆಯಿತು. ಕಾರ್ಯಕ್ರಮವನ್ನು ರಾಜಾ ಅಂಪೈರ್ ಹಾಗೂ ಜನಪ್ರಿಯ ಕ್ರೀಡಾಪಟು ದೀಪ ಪ್ರಜ್ವಲಿಸಿ ಉದ್ಘಾಟಿಸಿದರು. ಟ್ರಸ್ಟ್ ಅಧ್ಯಕ್ಷ ಎಸ್.ಎಲ್. ಶೇಟ್ ಅಧ್ಯಕ್ಷತೆ ವಹಿಸಿದ್ದರು. [928, 1330, 1104, 1469]
arrow-icon: » [522, 1560, 530, 1572]
uci-student-photos [1147, 278, 1309, 524]
lake-headline: ಕಡುಬಿನ ಕೆರೆ ಅಭಿವೃದ್ಧಿಯಾದೀತೆಂದು? [342, 612, 1110, 685]
